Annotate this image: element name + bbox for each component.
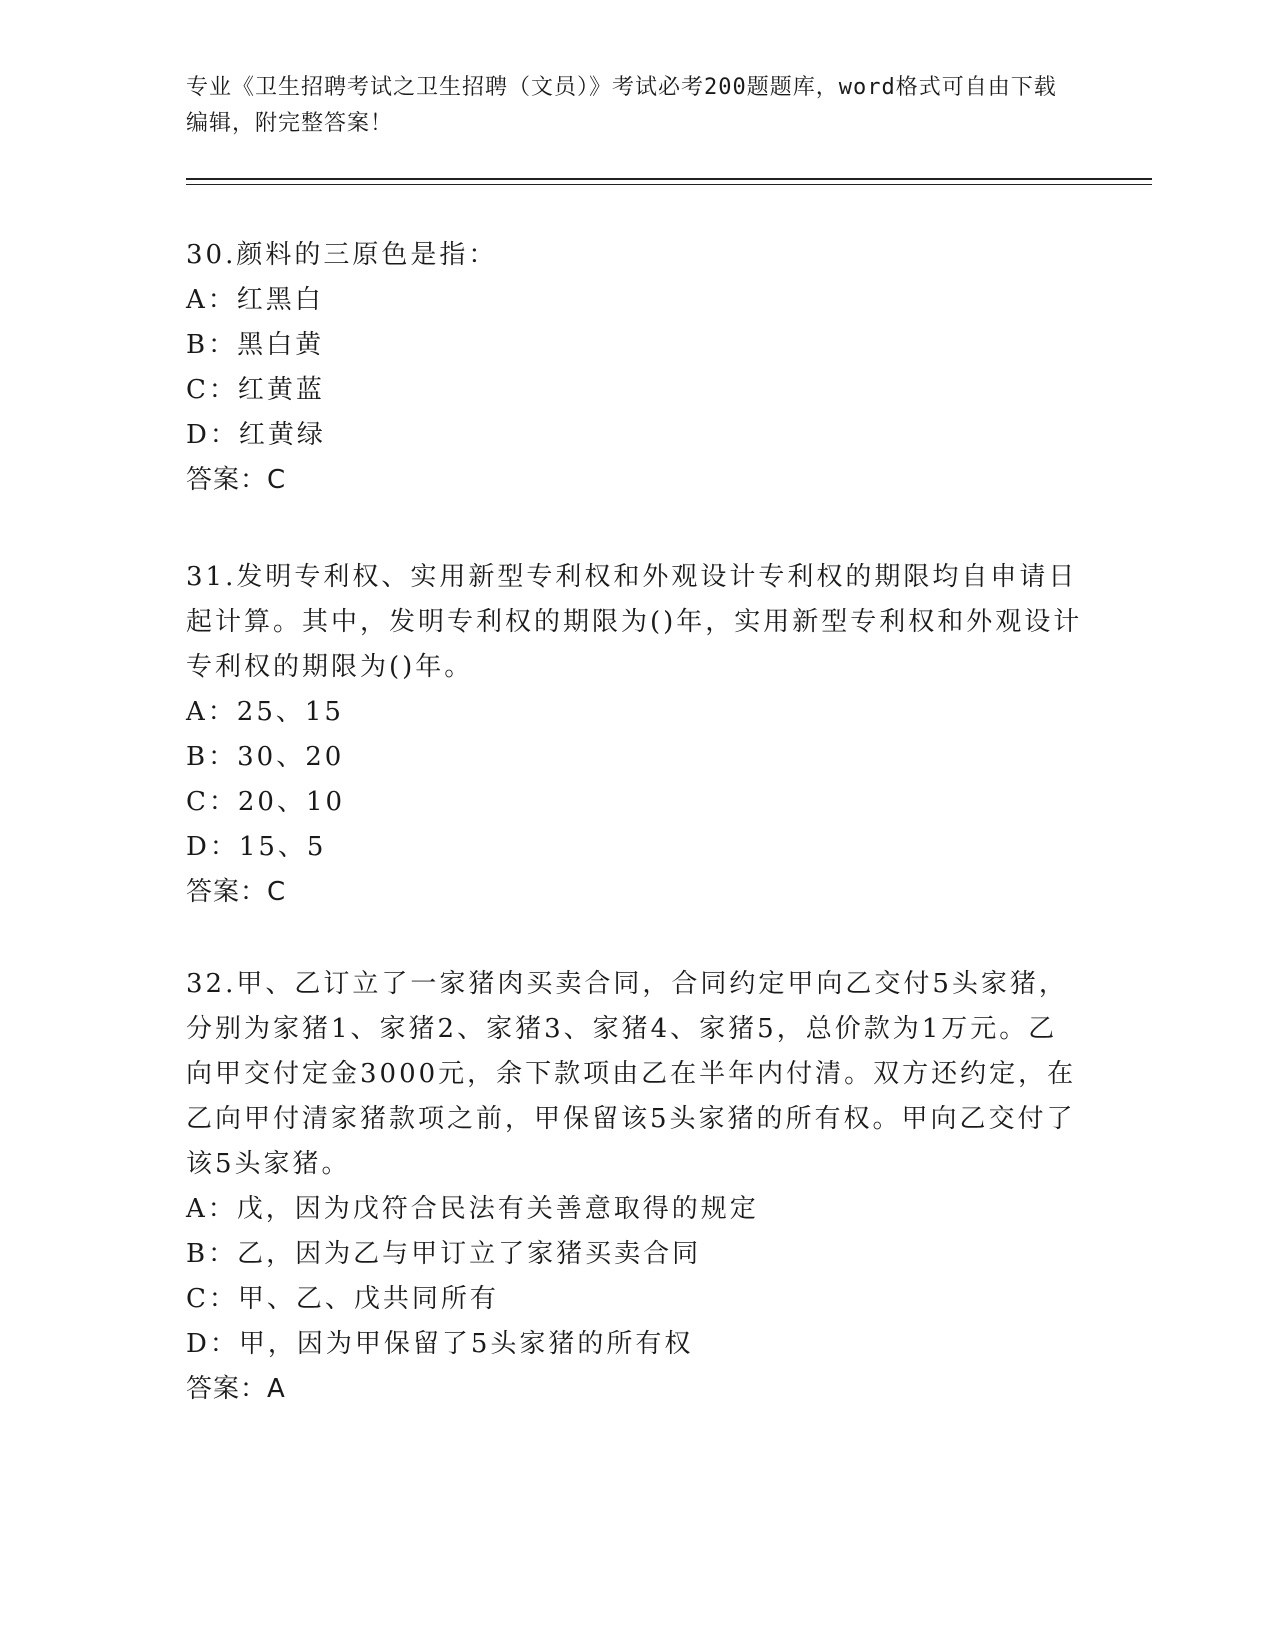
option-b: B：30、20 (186, 742, 345, 772)
question-stem: 30.颜料的三原色是指： (186, 240, 498, 270)
option-c: C：20、10 (186, 787, 346, 817)
option-b: B：乙，因为乙与甲订立了家猪买卖合同 (186, 1239, 702, 1269)
answer: 答案：A (186, 1374, 286, 1404)
question-30 (186, 233, 1086, 503)
option-a: A：红黑白 (186, 285, 324, 315)
question-stem: 31.发明专利权、实用新型专利权和外观设计专利权的期限均自申请日起计算。其中，发明专利权的期限为()年，实用新型专利权和外观设计专利权的期限为()年。 (186, 562, 1083, 682)
option-d: D：15、5 (186, 832, 327, 862)
option-d: D：甲，因为甲保留了5头家猪的所有权 (186, 1329, 694, 1359)
question-32 (186, 962, 1086, 1412)
option-c: C：红黄蓝 (186, 375, 325, 405)
document-header: 专业《卫生招聘考试之卫生招聘（文员）》考试必考200题题库，word格式可自由下载编辑，附完整答案！ (186, 75, 1057, 136)
option-a: A：戊，因为戊符合民法有关善意取得的规定 (186, 1194, 759, 1224)
question-stem: 32.甲、乙订立了一家猪肉买卖合同，合同约定甲向乙交付5头家猪，分别为家猪1、家猪2、家猪3、家猪4、家猪5，总价款为1万元。乙向甲交付定金3000元，余下款项由乙在半年内付清。双方还约定，在乙向甲付清家猪款项之前，甲保留该5头家猪的所有权。甲向乙交付了该5头家猪。 (186, 969, 1077, 1179)
option-b: B：黑白黄 (186, 330, 325, 360)
header-divider-thick (186, 178, 1152, 180)
option-a: A：25、15 (186, 697, 344, 727)
option-c: C：甲、乙、戊共同所有 (186, 1284, 499, 1314)
option-d: D：红黄绿 (186, 420, 326, 450)
answer: 答案：C (186, 877, 287, 907)
question-31 (186, 555, 1086, 915)
header-divider-thin (186, 184, 1152, 185)
answer: 答案：C (186, 465, 287, 495)
